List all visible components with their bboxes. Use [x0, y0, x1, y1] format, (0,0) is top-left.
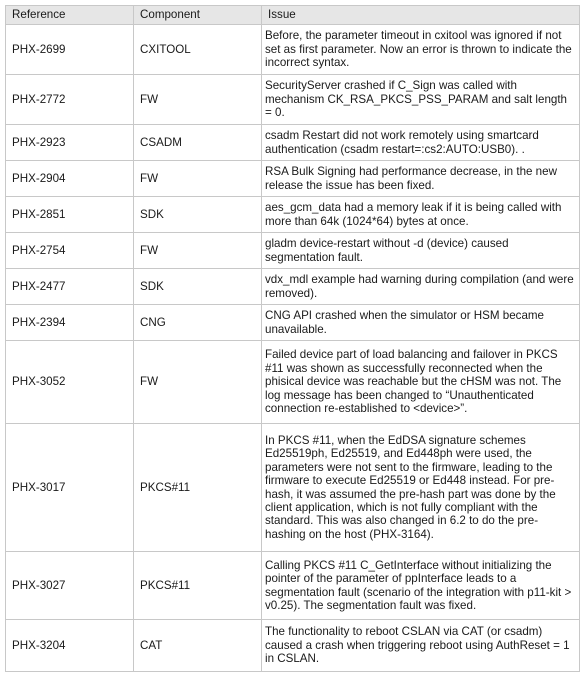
- issue-cell: aes_gcm_data had a memory leak if it is being called with more than 64k (1024*64) bytes at once.: [262, 197, 580, 233]
- issue-cell: Calling PKCS #11 C_GetInterface without initializing the pointer of the parameter of ppInterface leads to a segmentation fault (scenario of the integration with p11-kit > v0.25). The segmentation fault was fixed.: [262, 552, 580, 620]
- component-cell: FW: [134, 341, 262, 424]
- issue-cell: RSA Bulk Signing had performance decrease, in the new release the issue has been fixed.: [262, 161, 580, 197]
- table-row: [6, 341, 580, 424]
- issue-cell: vdx_mdl example had warning during compilation (and were removed).: [262, 269, 580, 305]
- component-cell: CSADM: [134, 125, 262, 161]
- table-row: [6, 305, 580, 341]
- component-cell: FW: [134, 75, 262, 125]
- table-row: [6, 125, 580, 161]
- reference-cell: PHX-3027: [6, 552, 134, 620]
- reference-cell: PHX-2923: [6, 125, 134, 161]
- component-cell: PKCS#11: [134, 552, 262, 620]
- reference-cell: PHX-2772: [6, 75, 134, 125]
- issue-cell: Before, the parameter timeout in cxitool was ignored if not set as first parameter. Now an error is thrown to indicate the incorrect syntax.: [262, 25, 580, 75]
- header-row: [6, 6, 580, 25]
- reference-cell: PHX-3052: [6, 341, 134, 424]
- issue-cell: SecurityServer crashed if C_Sign was called with mechanism CK_RSA_PKCS_PSS_PARAM and salt length = 0.: [262, 75, 580, 125]
- component-cell: CAT: [134, 620, 262, 672]
- component-cell: CXITOOL: [134, 25, 262, 75]
- table-row: [6, 197, 580, 233]
- component-cell: FW: [134, 233, 262, 269]
- table-header: [6, 6, 580, 25]
- table-row: [6, 269, 580, 305]
- component-cell: FW: [134, 161, 262, 197]
- issue-cell: Failed device part of load balancing and failover in PKCS #11 was shown as successfully reconnected when the phisical device was reachable but the cHSM was not. The log message has been changed to “Unauthenticated connection re-established to <device>”.: [262, 341, 580, 424]
- reference-cell: PHX-2851: [6, 197, 134, 233]
- column-header-issue: Issue: [262, 6, 580, 25]
- reference-cell: PHX-2904: [6, 161, 134, 197]
- component-cell: PKCS#11: [134, 424, 262, 552]
- component-cell: SDK: [134, 197, 262, 233]
- table-row: [6, 424, 580, 552]
- reference-cell: PHX-2394: [6, 305, 134, 341]
- issue-cell: The functionality to reboot CSLAN via CAT (or csadm) caused a crash when triggering reboot using AuthReset = 1 in CSLAN.: [262, 620, 580, 672]
- table-row: [6, 161, 580, 197]
- issue-cell: In PKCS #11, when the EdDSA signature schemes Ed25519ph, Ed25519, and Ed448ph were used, the parameters were not sent to the firmware, leading to the firmware to execute Ed25519 or Ed448 instead. For pre-hash, it was assumed the pre-hash part was done by the client application, which is not fully compliant with the standard. This was also changed in 6.2 to do the pre-hashing on the host (PHX-3164).: [262, 424, 580, 552]
- issue-cell: CNG API crashed when the simulator or HSM became unavailable.: [262, 305, 580, 341]
- reference-cell: PHX-2699: [6, 25, 134, 75]
- reference-cell: PHX-3204: [6, 620, 134, 672]
- reference-cell: PHX-3017: [6, 424, 134, 552]
- column-header-reference: Reference: [6, 6, 134, 25]
- table-row: [6, 620, 580, 672]
- table-row: [6, 75, 580, 125]
- table-row: [6, 233, 580, 269]
- issue-cell: csadm Restart did not work remotely using smartcard authentication (csadm restart=:cs2:AUTO:USB0). .: [262, 125, 580, 161]
- column-header-component: Component: [134, 6, 262, 25]
- table-row: [6, 25, 580, 75]
- table-body: [6, 25, 580, 672]
- reference-cell: PHX-2754: [6, 233, 134, 269]
- issue-cell: gladm device-restart without -d (device) caused segmentation fault.: [262, 233, 580, 269]
- component-cell: CNG: [134, 305, 262, 341]
- issues-table: [5, 5, 580, 672]
- table-row: [6, 552, 580, 620]
- reference-cell: PHX-2477: [6, 269, 134, 305]
- component-cell: SDK: [134, 269, 262, 305]
